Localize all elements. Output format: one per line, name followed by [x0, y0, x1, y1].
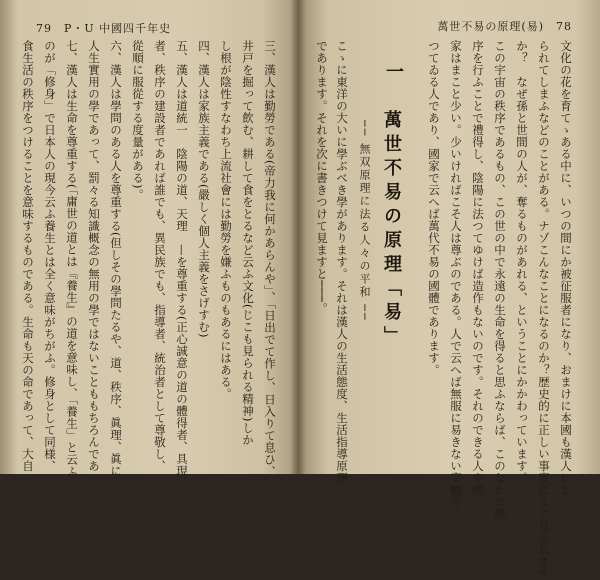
- text-column: 三、漢人は勤勞である(帝力我に何かあらんや」、「日出でて作し、日入りて息ひ、: [263, 40, 277, 478]
- text-column: 五、漢人は道統一 陰陽の道、天理 —を尊重する(正心誠意の道の體得者、具現: [175, 40, 189, 477]
- text-column: 家はまこと少い。少いければこそ人は尊ぶのである。人で云へば無服に易きない宰輔を: [449, 40, 463, 508]
- text-column: 從順に服從する度量がある)。: [131, 40, 145, 201]
- text-column: 食生活の秩序をつけることを意味するものである。生命も天の命であって、大自: [21, 40, 35, 472]
- text-column: 序を行ふことで禮得し、陰陽に法つてゆけば造作もないのです。それのできる人や國: [471, 40, 485, 496]
- left-page: [0, 0, 298, 478]
- text-column: つてゐる人であり、國家で云へば萬代不易の國體であります。: [427, 40, 441, 376]
- text-column: この宇宙の秩序であるもの、この世の中で永遠の生命を得ると思ふならば、このなかの鉄: [493, 40, 507, 520]
- intro-column: であります。それを次に書きつけて見ますと───。: [315, 40, 329, 315]
- text-column: 人生實用の學であって、罰々る知識概念の無用の學ではないことももちろんであ: [87, 40, 101, 472]
- text-column: 七、漢人は生命を尊重する(「庸世の道とは『養生』の道を意味し、「養生」と云ふ: [65, 40, 79, 478]
- text-column: 四、漢人は家族主義である(嚴しく個人主義をさげすむ): [197, 40, 211, 338]
- text-column: 六、漢人は學問のある人を尊重する(但しその學問たるや、道、秩序、眞理、眞に: [109, 40, 123, 477]
- left-page-header: 79 P・U 中國四千年史: [36, 22, 172, 35]
- section-number: 一: [383, 62, 404, 80]
- section-subtitle: ── 無双原理に法る人々の平和 ──: [358, 120, 371, 322]
- right-page-header: 萬世不易の原理(易) 78: [437, 20, 572, 33]
- text-column: し根が陰性すなわち上流社會には勤勞を嫌ふものもあるにはある。: [219, 40, 233, 400]
- text-column: 者、秩序の建設者であれば誰でも、異民族でも、指導者、統治者として尊敬し、: [153, 40, 167, 472]
- text-column: られてしまふなどのことがある。ナゾこんなことになるのか？歴史的に正しい事實によく見られます: [537, 40, 551, 580]
- text-column: のが「修身」で日本人の現今云ふ養生とは全く意味がちがふ。修身として同様、: [43, 40, 57, 472]
- intro-column: こゝに東洋の大いに學ぶべき學があります。それは漢人の生活態度、生活指導原理: [335, 40, 349, 484]
- text-column: 文化の花を育てゝある中に、いつの間にか被征服者になり、おまけに本國も漢人にと: [559, 40, 573, 496]
- book-gutter: [290, 0, 306, 474]
- text-column: 井戸を掘って飲む、耕して食をとるなど云ふ文化(じこも見られる精神)しか: [241, 40, 255, 446]
- section-title: 萬世不易の原理「易」: [381, 110, 402, 350]
- right-page: [298, 0, 600, 580]
- text-column: か？ なぜ孫と世間の人が、奪るものがあれる、ということにかかわっています。: [515, 40, 529, 484]
